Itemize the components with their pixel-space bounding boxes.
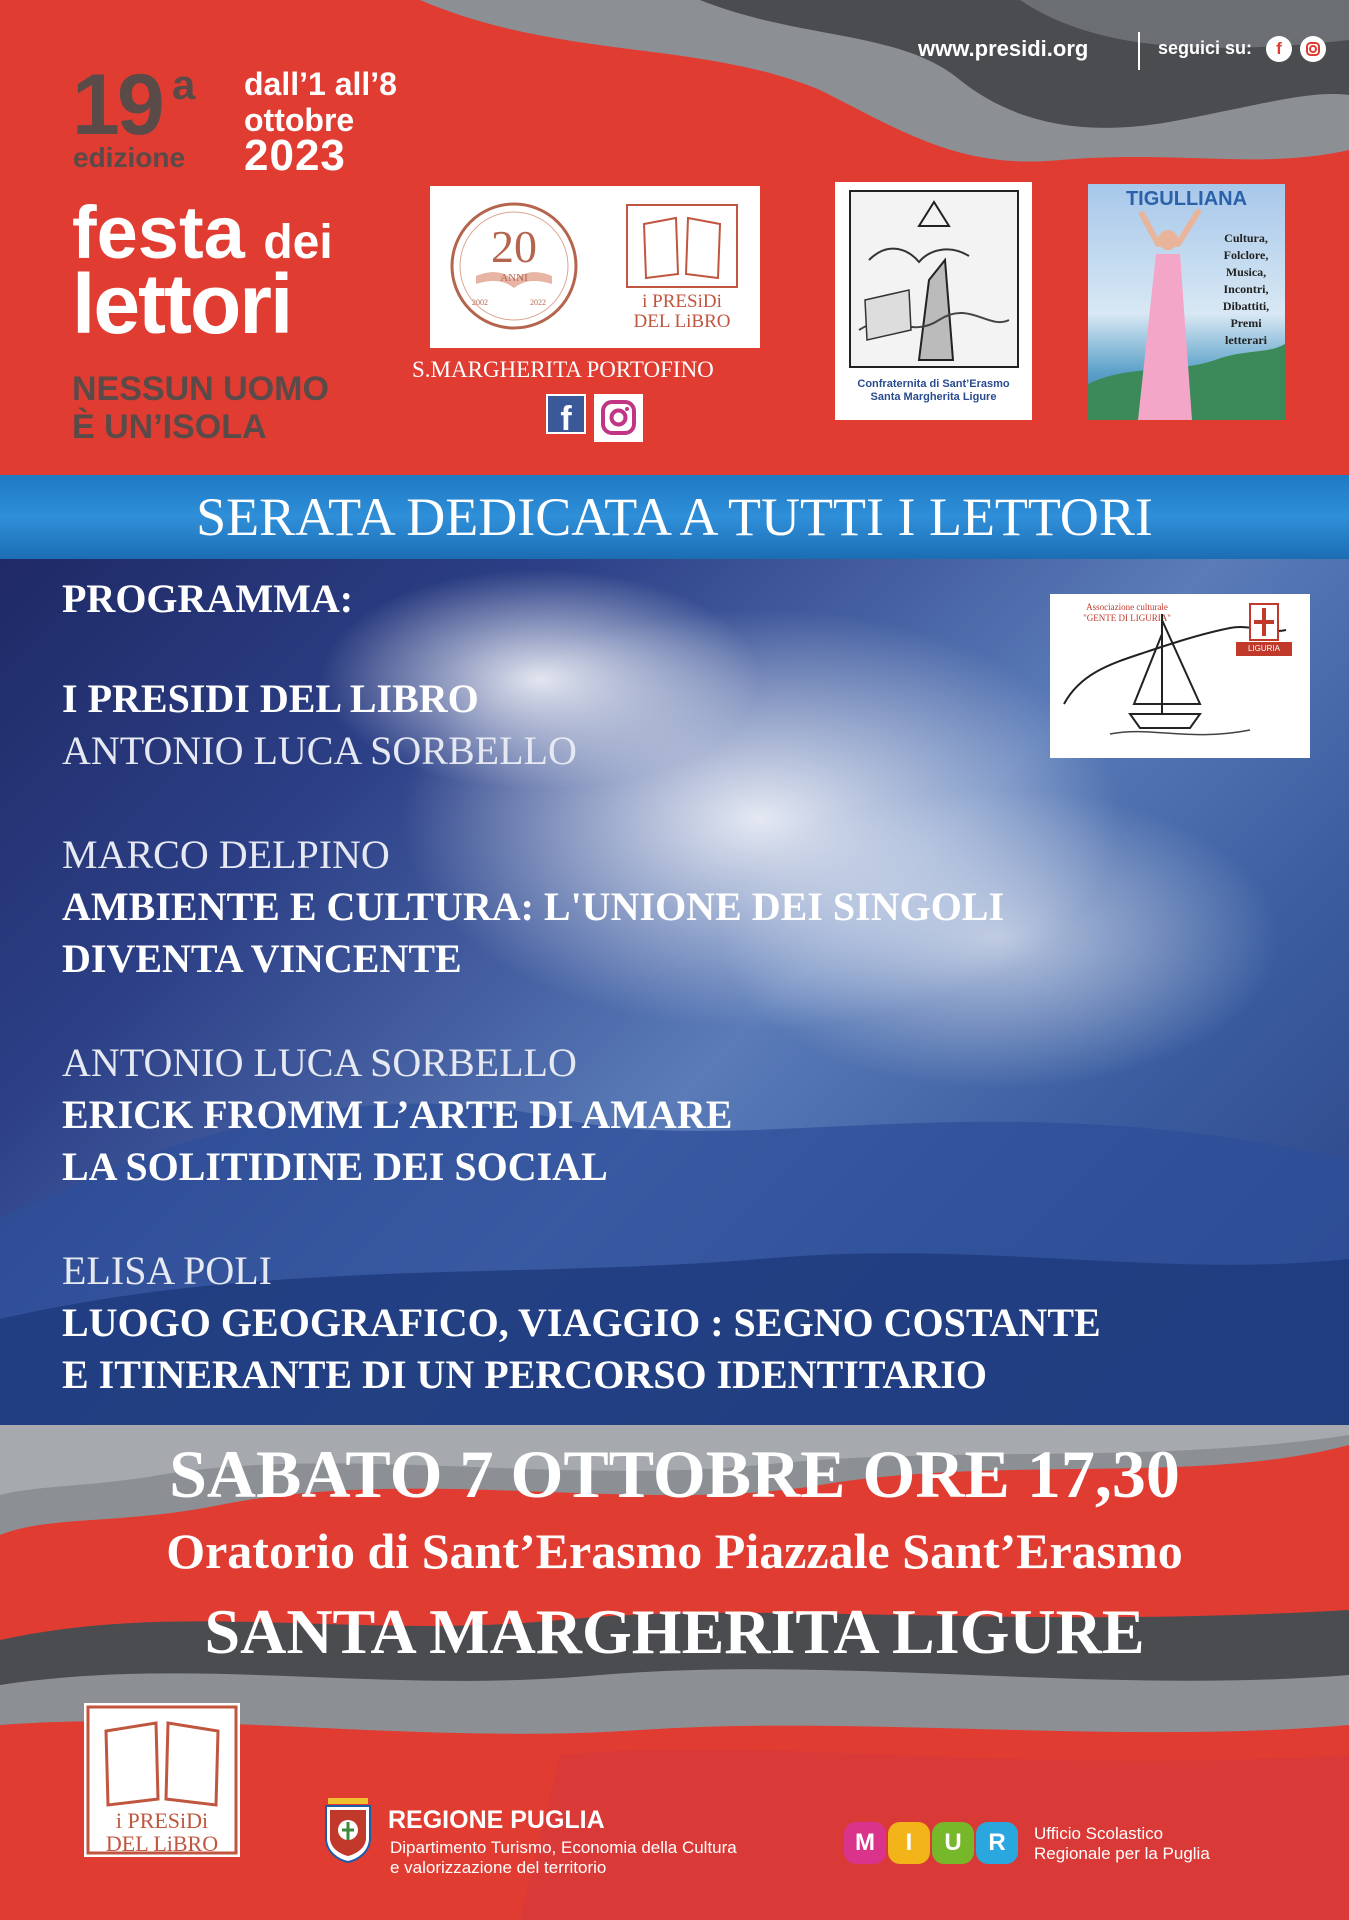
- gente-name-line-1: Associazione culturale: [1086, 602, 1168, 612]
- header-divider: [1138, 32, 1140, 70]
- region-subtitle-line-1: Dipartimento Turismo, Economia della Cultura: [390, 1838, 737, 1857]
- miur-letter: R: [976, 1822, 1018, 1864]
- tigulliana-topic: Folclore,: [1223, 248, 1269, 262]
- follow-label: seguici su:: [1158, 38, 1253, 58]
- confraternita-name-line-2: Santa Margherita Ligure: [870, 391, 997, 403]
- anniversary-year-end: 2022: [530, 298, 546, 307]
- program-block-1-speaker: ANTONIO LUCA SORBELLO: [62, 728, 577, 773]
- anniversary-number: 20: [491, 221, 537, 272]
- anniversary-year-start: 2002: [472, 298, 488, 307]
- confraternita-logo: [835, 182, 1032, 420]
- website-link[interactable]: www.presidi.org: [918, 36, 1089, 61]
- program-block-4-title-line-2: E ITINERANTE DI UN PERCORSO IDENTITARIO: [62, 1352, 987, 1397]
- miur-logo: [844, 1818, 1024, 1870]
- event-datetime: SABATO 7 OTTOBRE ORE 17,30: [169, 1436, 1180, 1512]
- program-heading: PROGRAMMA:: [62, 576, 354, 621]
- dates-line-2: ottobre: [244, 102, 355, 138]
- edition-superscript: a: [172, 61, 196, 108]
- liguria-map-sailboat-icon: [1050, 594, 1310, 758]
- confraternita-name: [835, 378, 1032, 404]
- program-block-3-title-line-1: ERICK FROMM L’ARTE DI AMARE: [62, 1092, 733, 1137]
- motto-line-1: NESSUN UOMO: [72, 370, 329, 408]
- gente-di-liguria-logo: [1050, 594, 1310, 758]
- presidi-books-icon: [626, 204, 738, 288]
- festival-dates: [244, 66, 397, 180]
- presidi-footer-logo: [84, 1703, 240, 1857]
- festival-title-line-2: lettori: [72, 257, 292, 351]
- motto-line-2: È UN’ISOLA: [72, 408, 267, 446]
- festival-word-dei: dei: [263, 216, 333, 269]
- event-venue: Oratorio di Sant’Erasmo Piazzale Sant’Erasmo: [166, 1523, 1183, 1579]
- program-block-3-speaker: ANTONIO LUCA SORBELLO: [62, 1040, 577, 1085]
- event-town: SANTA MARGHERITA LIGURE: [204, 1596, 1145, 1667]
- miur-letter: I: [888, 1822, 930, 1864]
- dates-line-1: dall’1 all’8: [244, 66, 397, 102]
- facebook-icon[interactable]: f: [546, 394, 586, 434]
- region-subtitle: [390, 1838, 737, 1878]
- presidi-footer-line-2: DEL LiBRO: [105, 1831, 219, 1856]
- tigulliana-topic: letterari: [1225, 333, 1267, 347]
- miur-letter: U: [932, 1822, 974, 1864]
- tigulliana-topic: Musica,: [1225, 265, 1267, 279]
- tigulliana-topic: Premi: [1230, 316, 1262, 330]
- program-block-2-speaker: MARCO DELPINO: [62, 832, 390, 877]
- presidi-name-line-2: DEL LiBRO: [633, 311, 731, 332]
- miur-subtitle: [1034, 1824, 1210, 1864]
- anniversary-word: ANNI: [500, 272, 528, 284]
- presidi-name: [626, 292, 738, 332]
- instagram-icon[interactable]: [1300, 36, 1326, 62]
- tigulliana-poster: [1088, 184, 1285, 420]
- gente-liguria-badge: LIGURIA: [1236, 642, 1292, 656]
- presidi-footer-name: [84, 1809, 240, 1855]
- region-subtitle-line-2: e valorizzazione del territorio: [390, 1858, 607, 1877]
- program-block-2-title-line-1: AMBIENTE E CULTURA: L'UNIONE DEI SINGOLI: [62, 884, 1005, 929]
- presidi-footer-line-1: i PRESiDi: [115, 1808, 209, 1833]
- festival-word-festa: festa: [72, 191, 245, 274]
- tigulliana-title: TIGULLIANA: [1125, 188, 1248, 210]
- presidi-location-label: S.MARGHERITA PORTOFINO: [412, 357, 714, 382]
- miur-letter: M: [844, 1822, 886, 1864]
- tigulliana-topic: Cultura,: [1224, 231, 1268, 245]
- band-title: SERATA DEDICATA A TUTTI I LETTORI: [196, 487, 1153, 547]
- miur-subtitle-line-2: Regionale per la Puglia: [1034, 1844, 1210, 1863]
- miur-subtitle-line-1: Ufficio Scolastico: [1034, 1824, 1164, 1843]
- confraternita-engraving-illustration: [849, 190, 1019, 368]
- tigulliana-topic: Dibattiti,: [1222, 299, 1270, 313]
- program-block-4-title-line-1: LUOGO GEOGRAFICO, VIAGGIO : SEGNO COSTANTE: [62, 1300, 1101, 1345]
- program-block-1-title: I PRESIDI DEL LIBRO: [62, 676, 479, 721]
- dates-year: 2023: [244, 131, 346, 180]
- facebook-icon[interactable]: f: [1266, 36, 1292, 62]
- program-block-3-title-line-2: LA SOLITIDINE DEI SOCIAL: [62, 1144, 608, 1189]
- edition-word: edizione: [73, 142, 186, 173]
- festival-motto: [72, 370, 329, 446]
- confraternita-name-line-1: Confraternita di Sant’Erasmo: [857, 378, 1010, 390]
- presidi-anniversary-logo: [430, 186, 760, 348]
- instagram-icon[interactable]: [594, 394, 643, 442]
- tigulliana-topics: [1210, 230, 1282, 349]
- region-title: REGIONE PUGLIA: [388, 1806, 605, 1834]
- program-block-4-speaker: ELISA POLI: [62, 1248, 272, 1293]
- presidi-name-line-1: i PRESiDi: [642, 291, 722, 312]
- regione-puglia-coat-of-arms-icon: [322, 1790, 374, 1864]
- edition-number: 19: [72, 57, 162, 153]
- tigulliana-topic: Incontri,: [1223, 282, 1269, 296]
- program-block-2-title-line-2: DIVENTA VINCENTE: [62, 936, 462, 981]
- gente-name-line-2: "GENTE DI LIGURIA": [1083, 613, 1171, 623]
